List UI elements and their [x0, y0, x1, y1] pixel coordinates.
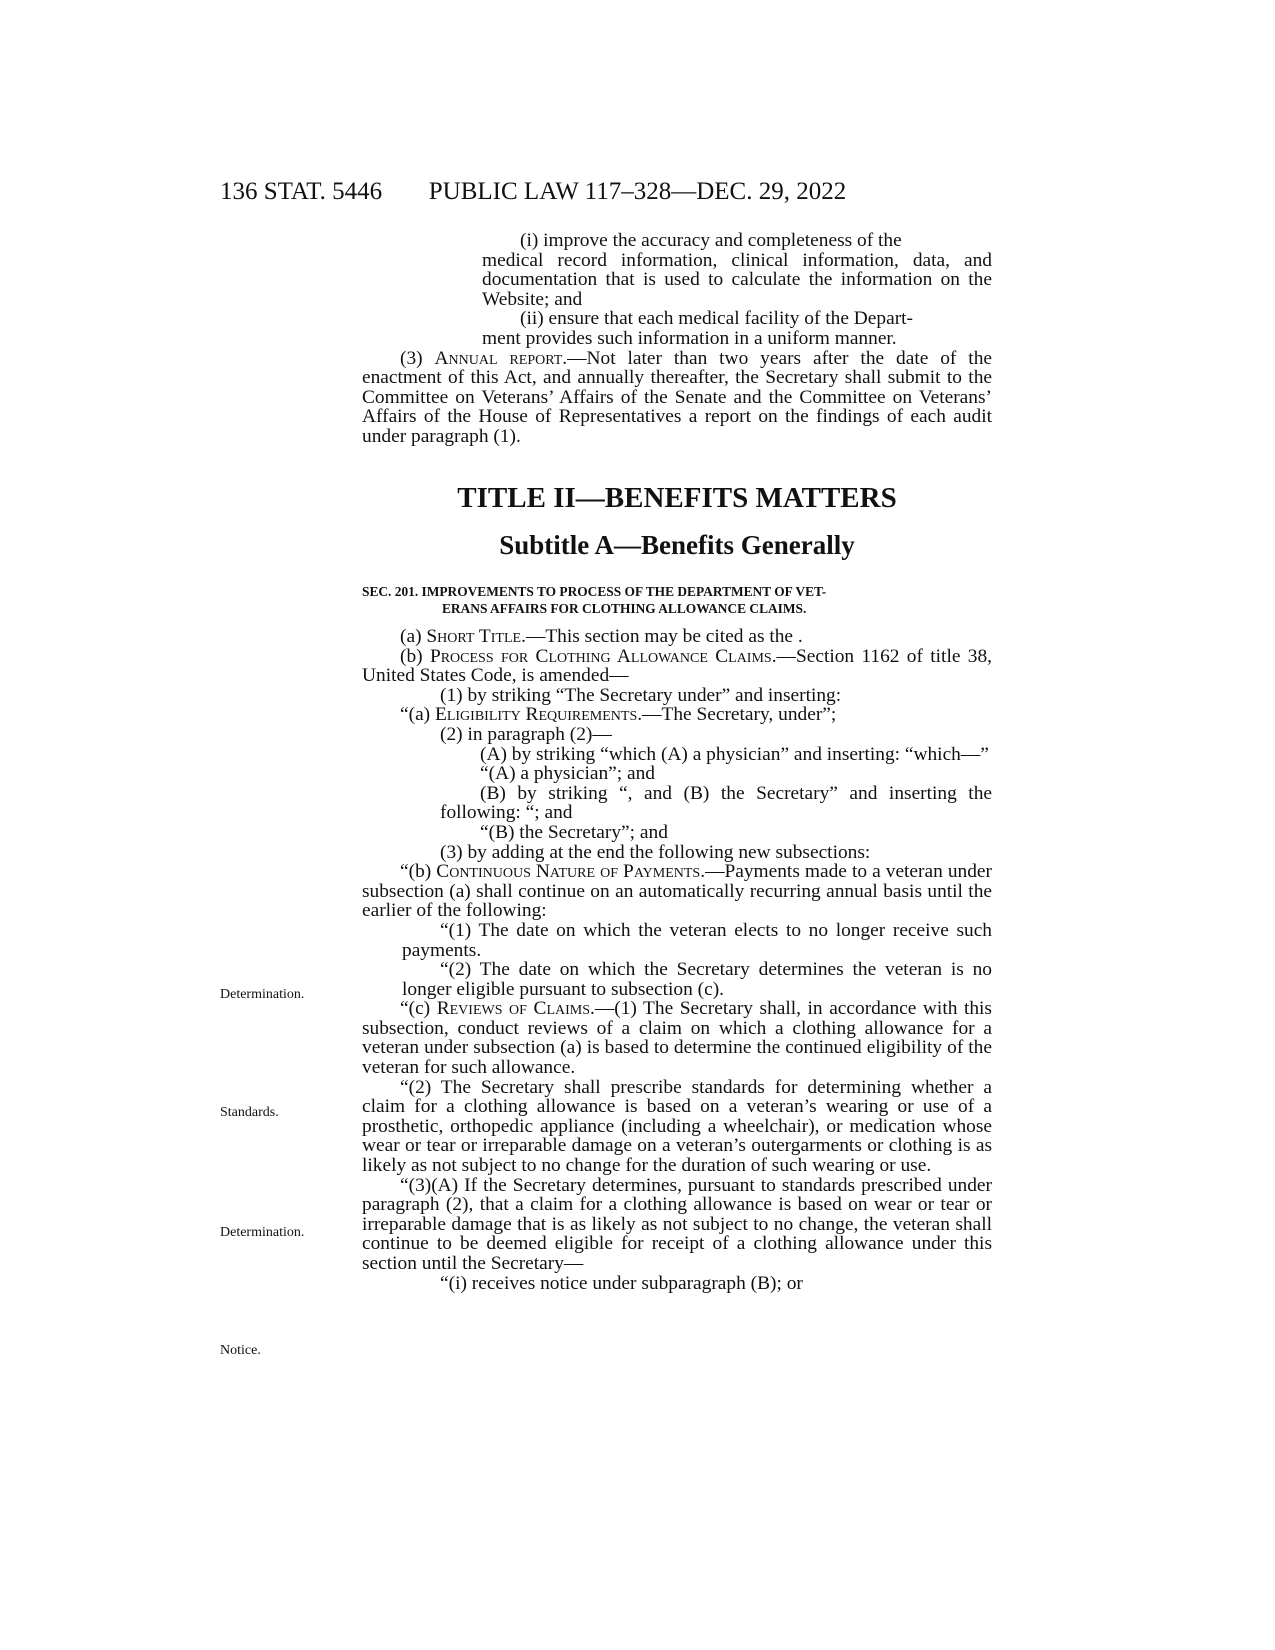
section-body	[362, 627, 992, 1293]
clause-i-first-line: (i) improve the accuracy and completeness of the	[520, 230, 902, 251]
quoted-number: “(a)	[400, 704, 435, 726]
clause-ii-continuation: ment provides such information in a uniform manner.	[482, 327, 897, 349]
subsection-b	[362, 647, 992, 686]
subsection-heading: Process for Clothing Allowance Claims	[429, 645, 772, 667]
quoted-A: “(A) a physician”; and	[480, 763, 655, 785]
quoted-B: “(B) the Secretary”; and	[480, 821, 668, 843]
amendment-2-A: (A) by striking “which (A) a physician” and inserting: “which—”	[480, 743, 989, 765]
section-heading-line-1: SEC. 201. IMPROVEMENTS TO PROCESS OF THE DEPARTMENT OF VET-	[362, 584, 827, 599]
quoted-text: .—The Secretary, under”;	[637, 704, 837, 726]
subsection-heading: Short Title	[426, 626, 522, 647]
subsection-number: (b)	[400, 645, 430, 667]
quoted-b-1: “(1) The date on which the veteran elects to no longer receive such payments.	[402, 919, 992, 961]
amendment-3: (3) by adding at the end the following new subsections:	[440, 841, 871, 863]
quoted-c-2: “(2) The Secretary shall prescribe standards for determining whether a claim for a clothing allowance is based on a veteran’s wearing or use of a prosthetic, orthopedic appliance (including a wheelchair), or medication whose wear or tear or irreparable damage on a veteran’s outergarments or clothing is as likely as not subject to no change for the duration of such wearing or use.	[362, 1076, 992, 1177]
clause-i-continuation: medical record information, clinical information, data, and documentation that is used to calculate the information on the Website; and	[482, 249, 992, 310]
amendment-1: (1) by striking “The Secretary under” and inserting:	[440, 684, 842, 706]
stat-citation: 136 STAT. 5446	[220, 178, 383, 205]
subsection-number: (a)	[400, 626, 427, 647]
clause-ii-first-line: (ii) ensure that each medical facility of the Depart-	[520, 308, 914, 330]
quoted-number: “(c)	[400, 998, 437, 1020]
section-heading	[362, 583, 992, 617]
paragraph-heading: Annual report	[434, 347, 563, 369]
top-text-block	[362, 231, 992, 447]
quoted-subsection-a	[362, 705, 992, 725]
quoted-heading: Reviews of Claims	[436, 998, 590, 1020]
quoted-heading: Eligibility Requirements	[434, 704, 638, 726]
quoted-number: “(b)	[400, 861, 437, 883]
subtitle-heading: Subtitle A—Benefits Generally	[499, 530, 855, 560]
quoted-text: .—(1) The Secretary shall, in accordance with this subsection, conduct reviews of a claim on which a clothing allowance for a veteran under subsection (a) is based to determine the continued eligibility of the veteran for such allowance.	[362, 998, 992, 1079]
quoted-text: .—Payments made to a veteran under subsection (a) shall continue on an automatically recurring annual basis until the earlier of the following:	[362, 861, 992, 922]
subsection-text: .—Section 1162 of title 38, United States Code, is amended—	[362, 645, 992, 687]
quoted-c-3-A-i: “(i) receives notice under subparagraph (B); or	[440, 1272, 803, 1294]
title-heading: TITLE II—BENEFITS MATTERS	[457, 482, 897, 514]
paragraph-text: .—Not later than two years after the date of the enactment of this Act, and annually thereafter, the Secretary shall submit to the Committee on Veterans’ Affairs of the Senate and the Committee on Veterans’ Affairs of the House of Representatives a report on the findings of each audit under paragraph (1).	[362, 347, 992, 447]
quoted-subsection-c	[362, 999, 992, 1077]
amendment-2: (2) in paragraph (2)—	[440, 723, 612, 745]
quoted-subsection-b	[362, 862, 992, 921]
margin-note-determination: Determination.	[220, 1225, 305, 1240]
section-heading-line-2: ERANS AFFAIRS FOR CLOTHING ALLOWANCE CLAIMS.	[442, 601, 807, 616]
quoted-c-3-A: “(3)(A) If the Secretary determines, pursuant to standards prescribed under paragraph (2), that a claim for a clothing allowance is based on wear or tear or irreparable damage that is as likely as not subject to no change, the veteran shall continue to be deemed eligible for receipt of a clothing allowance under this section until the Secretary—	[362, 1174, 992, 1274]
subsection-a	[362, 627, 992, 647]
running-head: PUBLIC LAW 117–328—DEC. 29, 2022	[428, 178, 847, 205]
quoted-b-2: “(2) The date on which the Secretary determines the veteran is no longer eligible pursuant to subsection (c).	[402, 959, 992, 1000]
margin-note-standards: Standards.	[220, 1105, 279, 1120]
margin-note-determination: Determination.	[220, 987, 305, 1002]
paragraph-3-annual-report	[362, 349, 992, 447]
quoted-heading: Continuous Nature of Payments	[436, 861, 701, 883]
paragraph-number: (3)	[400, 347, 435, 369]
margin-note-notice: Notice.	[220, 1343, 261, 1358]
amendment-2-B: (B) by striking “, and (B) the Secretary” and inserting the following: “; and	[440, 782, 992, 824]
subsection-text: .—This section may be cited as the .	[521, 626, 803, 647]
